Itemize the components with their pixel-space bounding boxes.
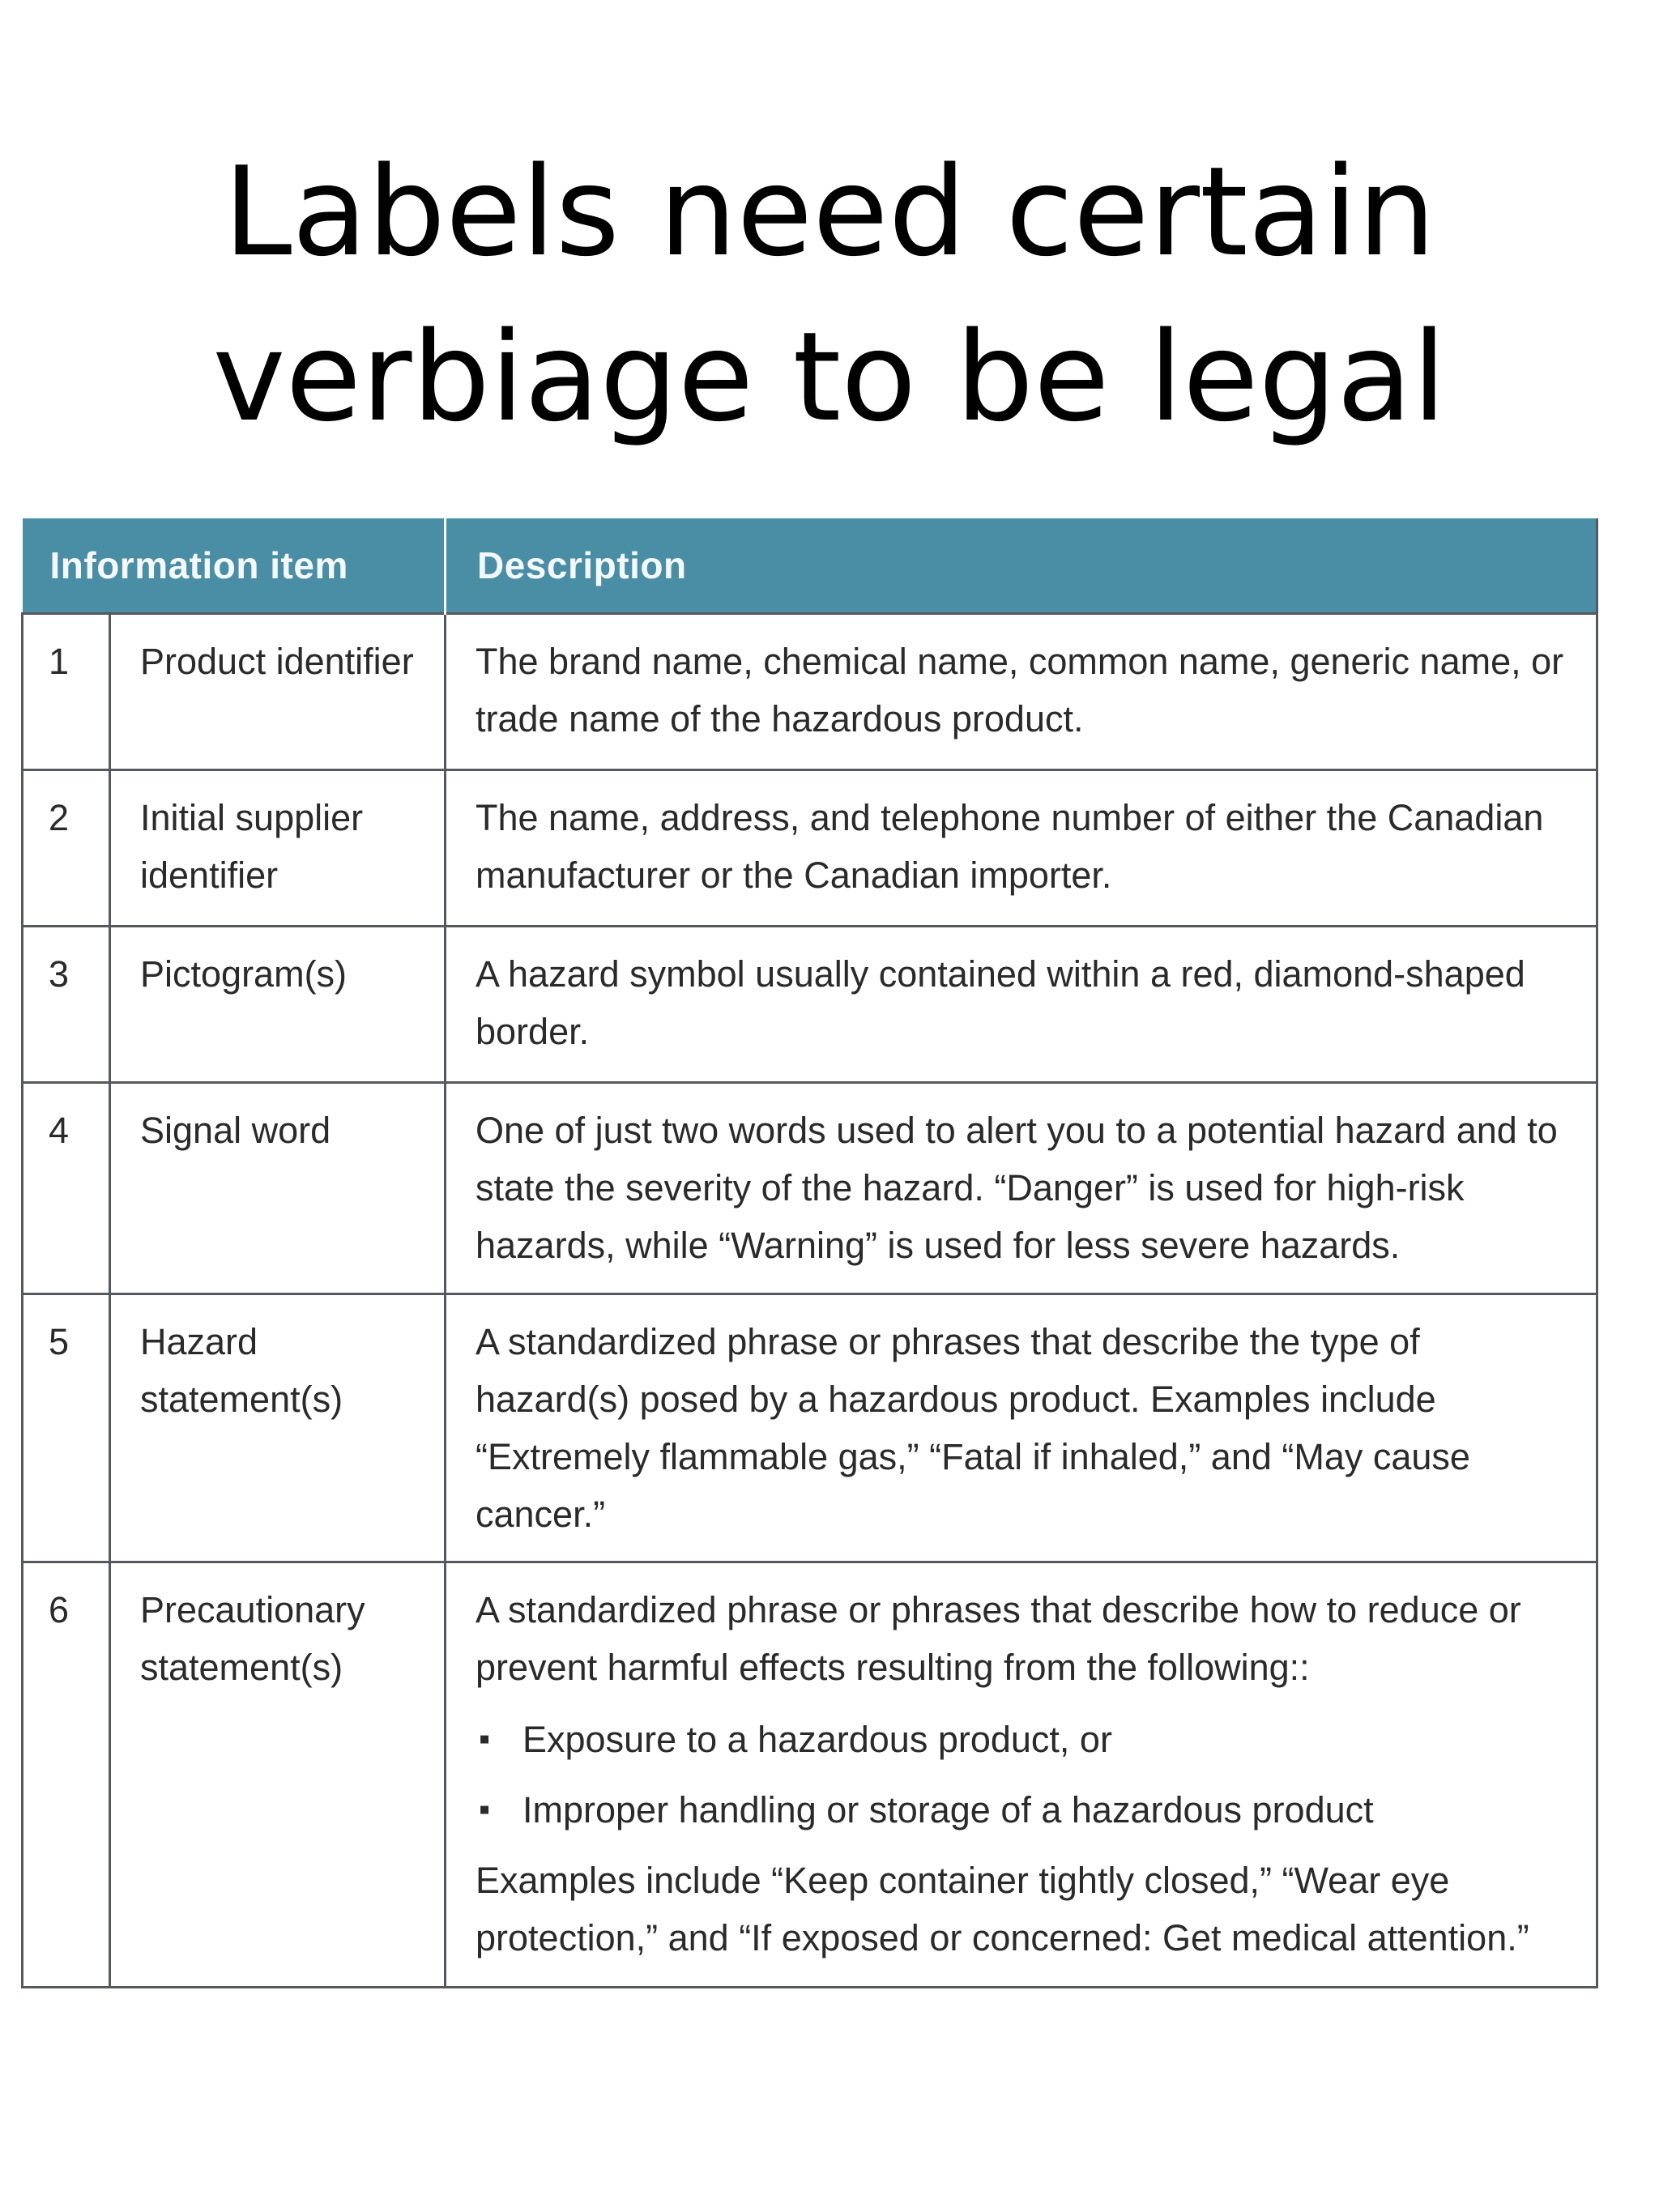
slide-title-line-1: Labels need certain: [223, 140, 1436, 283]
row-number: 6: [23, 1562, 110, 1988]
table-row: [23, 1294, 1597, 1562]
table-header-row: [23, 518, 1597, 614]
row-item: Product identifier: [110, 614, 446, 770]
list-item: [476, 1781, 1572, 1839]
description-outro: Examples include “Keep container tightly closed,” “Wear eye protection,” and “If exposed or concerned: Get medical attention.”: [476, 1860, 1529, 1958]
row-number: 4: [23, 1083, 110, 1294]
header-information-item: Information item: [23, 518, 446, 614]
row-description: The brand name, chemical name, common name, generic name, or trade name of the hazardous product.: [446, 614, 1597, 770]
bullet-list: [476, 1711, 1572, 1839]
description-intro: A standardized phrase or phrases that describe how to reduce or prevent harmful effects resulting from the following::: [476, 1589, 1521, 1688]
row-number: 1: [23, 614, 110, 770]
row-description: The name, address, and telephone number of either the Canadian manufacturer or the Canadian importer.: [446, 770, 1597, 927]
square-bullet-icon: ▪: [479, 1792, 491, 1827]
row-number: 2: [23, 770, 110, 927]
slide-title-line-2: verbiage to be legal: [212, 305, 1447, 449]
row-description: A standardized phrase or phrases that describe the type of hazard(s) posed by a hazardous product. Examples include “Extremely flammable gas,” “Fatal if inhaled,” and “May cause cancer.”: [446, 1294, 1597, 1562]
table-row: [23, 1562, 1597, 1988]
row-description: A hazard symbol usually contained within a red, diamond-shaped border.: [446, 927, 1597, 1083]
bullet-text: Exposure to a hazardous product, or: [522, 1719, 1112, 1760]
table-row: [23, 1083, 1597, 1294]
row-number: 5: [23, 1294, 110, 1562]
table-body: [23, 614, 1597, 1988]
table-row: [23, 927, 1597, 1083]
square-bullet-icon: ▪: [479, 1721, 491, 1757]
row-item: Signal word: [110, 1083, 446, 1294]
table-row: [23, 770, 1597, 927]
list-item: [476, 1711, 1572, 1768]
bullet-text: Improper handling or storage of a hazardous product: [522, 1789, 1374, 1831]
row-number: 3: [23, 927, 110, 1083]
table-row: [23, 614, 1597, 770]
row-item: Precautionary statement(s): [110, 1562, 446, 1988]
slide-title: [0, 130, 1659, 460]
label-requirements-table: [21, 518, 1598, 1988]
table-header: [23, 518, 1597, 614]
row-item: Pictogram(s): [110, 927, 446, 1083]
row-description: [446, 1562, 1597, 1988]
header-description: Description: [446, 518, 1597, 614]
label-requirements-table-wrapper: [21, 518, 1596, 1988]
row-item: Initial supplier identifier: [110, 770, 446, 927]
row-item: Hazard statement(s): [110, 1294, 446, 1562]
row-description: One of just two words used to alert you to a potential hazard and to state the severity of the hazard. “Danger” is used for high-risk hazards, while “Warning” is used for less severe hazards.: [446, 1083, 1597, 1294]
